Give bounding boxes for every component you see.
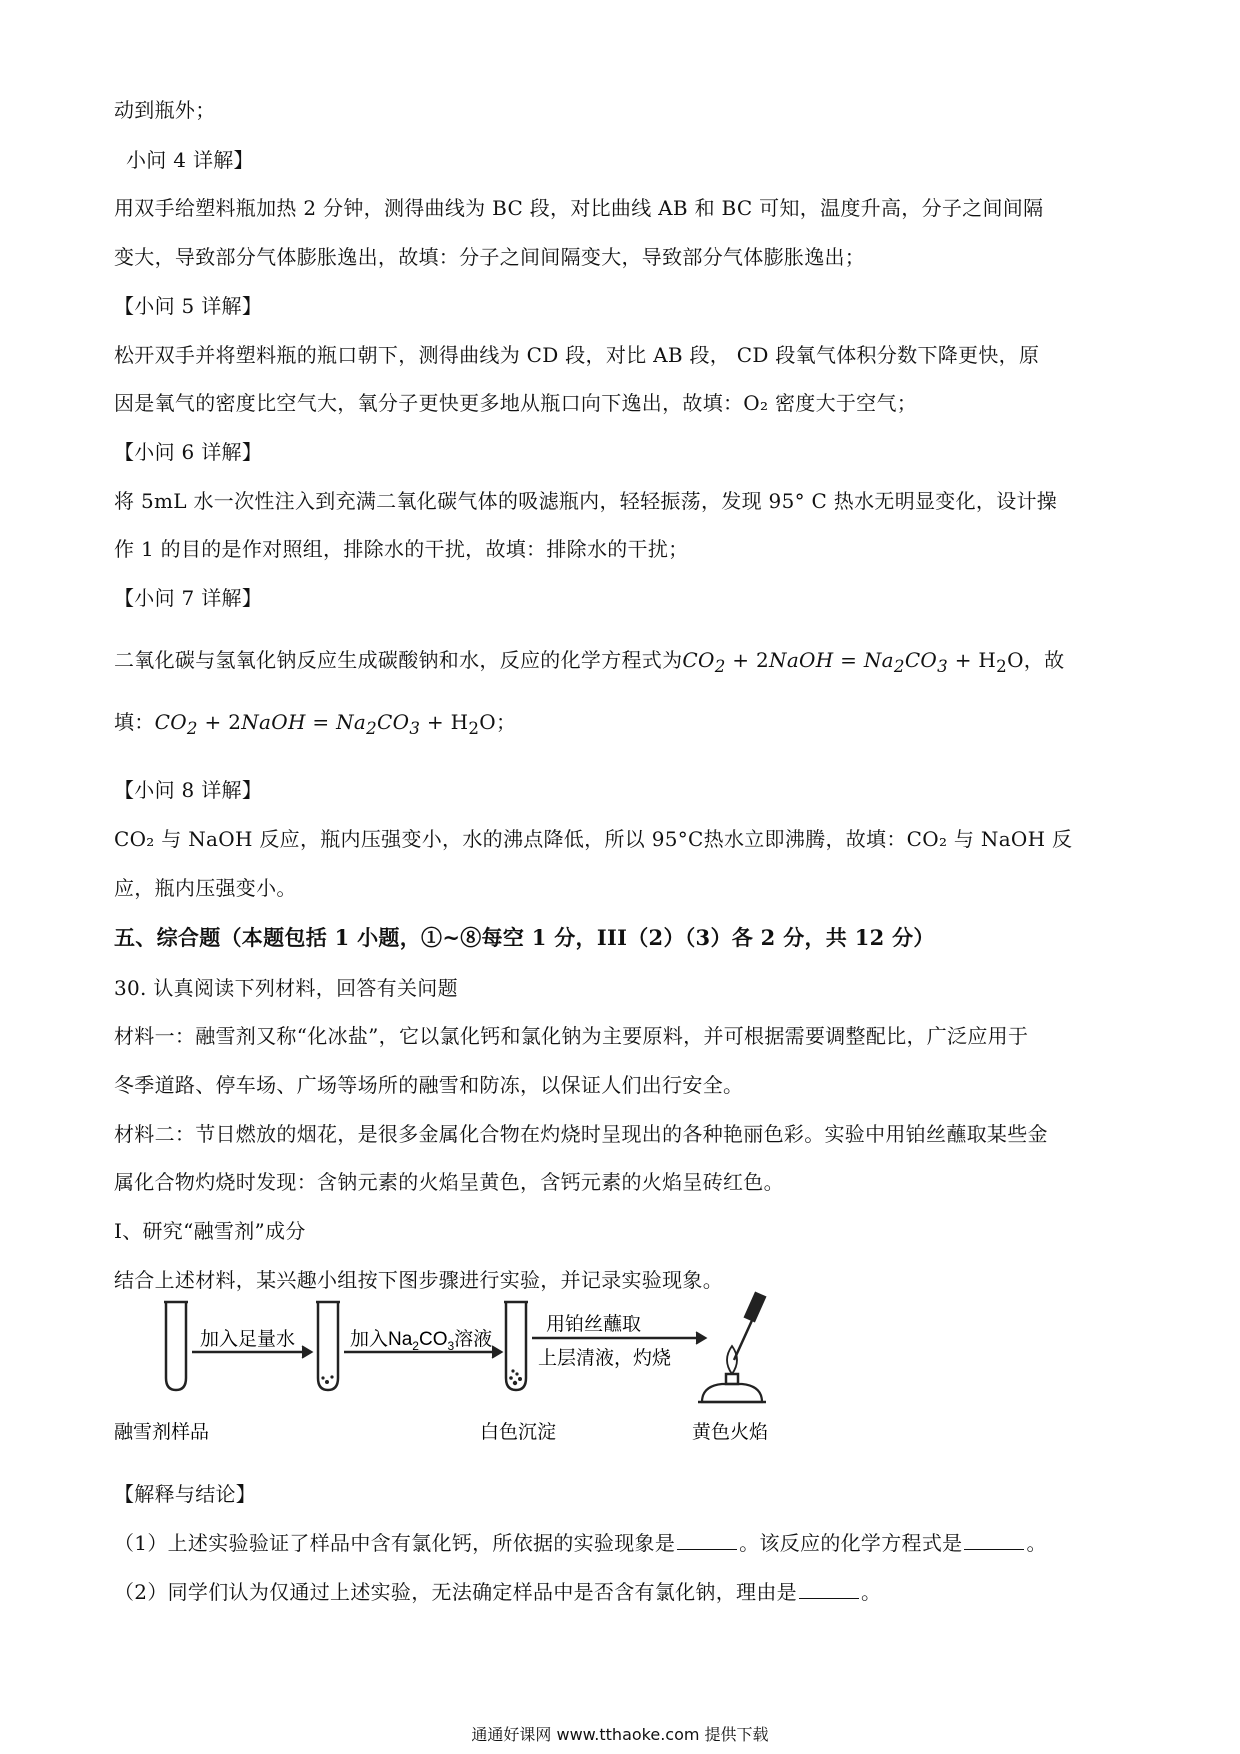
formula-sub: 2 bbox=[186, 719, 198, 738]
text-line: 松开双手并将塑料瓶的瓶口朝下，测得曲线为 CD 段，对比 AB 段， CD 段氧气体积分数下降更快，原 bbox=[114, 343, 1040, 367]
formula-part: Na bbox=[336, 710, 367, 734]
subquestion-heading: 【解释与结论】 bbox=[114, 1482, 257, 1506]
text-line: 结合上述材料，某兴趣小组按下图步骤进行实验，并记录实验现象。 bbox=[114, 1268, 723, 1292]
answer-blank[interactable] bbox=[964, 1531, 1024, 1550]
formula-sub: 2 bbox=[468, 719, 480, 738]
subquestion-heading: 【小问 6 详解】 bbox=[114, 440, 263, 464]
text-line: 因是氧气的密度比空气大，氧分子更快更多地从瓶口向下逸出，故填：O₂ 密度大于空气； bbox=[114, 391, 918, 415]
text-line: 应，瓶内压强变小。 bbox=[114, 876, 297, 900]
text-line-with-formula bbox=[114, 646, 1134, 681]
step-label: 加入足量水 bbox=[200, 1329, 296, 1350]
subquestion-heading: 【小问 8 详解】 bbox=[114, 778, 263, 802]
text-span: 。 bbox=[860, 1580, 882, 1604]
part-heading: I、研究“融雪剂”成分 bbox=[114, 1219, 306, 1243]
platinum-wire-icon bbox=[734, 1293, 765, 1360]
formula-part: H bbox=[450, 710, 469, 734]
formula-sub: 2 bbox=[366, 719, 378, 738]
test-tube-icon bbox=[166, 1302, 186, 1390]
text-span: 二氧化碳与氢氧化钠反应生成碳酸钠和水，反应的化学方程式为 bbox=[114, 648, 683, 672]
chemical-equation bbox=[154, 710, 496, 738]
test-tube-icon bbox=[318, 1302, 338, 1390]
text-span: 。 bbox=[1026, 1531, 1047, 1555]
flame-label: 黄色火焰 bbox=[692, 1422, 769, 1443]
formula-part: = bbox=[833, 648, 864, 672]
subquestion-heading: 小问 4 详解】 bbox=[126, 148, 254, 172]
formula-part: NaOH bbox=[769, 648, 834, 672]
formula-sub: 2 bbox=[714, 657, 726, 676]
step-label: 加入$Na_2CO_3$溶液 bbox=[350, 1329, 493, 1353]
subquestion-heading: 【小问 7 详解】 bbox=[114, 586, 263, 610]
formula-part: Na bbox=[863, 648, 894, 672]
text-line: 动到瓶外； bbox=[114, 98, 216, 122]
text-line-with-formula bbox=[114, 708, 1134, 743]
precipitate-label: 白色沉淀 bbox=[480, 1422, 557, 1443]
page-footer: 通通好课网 www.tthaoke.com 提供下载 bbox=[471, 1725, 769, 1744]
chemical-equation bbox=[682, 648, 1024, 676]
step-label: 用铂丝蘸取 bbox=[546, 1314, 642, 1335]
question-line bbox=[114, 1578, 1134, 1606]
experiment-diagram bbox=[114, 1290, 834, 1466]
text-span: ，故 bbox=[1023, 648, 1065, 672]
formula-part: O bbox=[1007, 648, 1024, 672]
formula-part: + bbox=[420, 710, 451, 734]
text-line: 冬季道路、停车场、广场等场所的融雪和防冻，以保证人们出行安全。 bbox=[114, 1073, 744, 1097]
formula-part: + 2 bbox=[725, 648, 770, 672]
formula-part: CO bbox=[904, 648, 938, 672]
formula-part: NaOH bbox=[241, 710, 306, 734]
text-span: 填： bbox=[114, 710, 155, 734]
formula-part: = bbox=[305, 710, 337, 734]
text-line: 材料一：融雪剂又称“化冰盐”，它以氯化钙和氯化钠为主要原料，并可根据需要调整配比，广泛应用于 bbox=[114, 1024, 1029, 1048]
formula-sub: 3 bbox=[937, 657, 949, 676]
text-line: 将 5mL 水一次性注入到充满二氧化碳气体的吸滤瓶内，轻轻振荡，发现 95° C 热水无明显变化，设计操 bbox=[114, 489, 1058, 513]
text-line: 材料二：节日燃放的烟花，是很多金属化合物在灼烧时呈现出的各种艳丽色彩。实验中用铂丝蘸取某些金 bbox=[114, 1122, 1048, 1146]
formula-sub: 2 bbox=[996, 657, 1008, 676]
text-line: 变大，导致部分气体膨胀逸出，故填：分子之间间隔变大，导致部分气体膨胀逸出； bbox=[114, 245, 866, 269]
test-tube-icon bbox=[506, 1302, 526, 1390]
formula-part: H bbox=[978, 648, 997, 672]
step-label: 上层清液，灼烧 bbox=[538, 1348, 672, 1369]
text-span: （2）同学们认为仅通过上述实验，无法确定样品中是否含有氯化钠，理由是 bbox=[114, 1580, 797, 1604]
alcohol-lamp-icon bbox=[698, 1346, 766, 1402]
question-stem: 30. 认真阅读下列材料，回答有关问题 bbox=[114, 976, 458, 1000]
text-line: 属化合物灼烧时发现：含钠元素的火焰呈黄色，含钙元素的火焰呈砖红色。 bbox=[114, 1170, 784, 1194]
formula-part: + bbox=[948, 648, 979, 672]
formula-part: CO bbox=[377, 710, 410, 734]
subquestion-heading: 【小问 5 详解】 bbox=[114, 294, 263, 318]
text-span: ； bbox=[495, 710, 517, 734]
formula-part: O bbox=[479, 710, 496, 734]
text-span: （1）上述实验验证了样品中含有氯化钙，所依据的实验现象是 bbox=[114, 1531, 676, 1555]
sample-label: 融雪剂样品 bbox=[114, 1422, 210, 1443]
formula-sub: 3 bbox=[409, 719, 421, 738]
section-heading: 五、综合题（本题包括 1 小题，①~⑧每空 1 分，III（2）（3）各 2 分，共 12 分） bbox=[114, 925, 935, 950]
text-line: CO₂ 与 NaOH 反应，瓶内压强变小，水的沸点降低，所以 95°C热水立即沸腾，故填：CO₂ 与 NaOH 反 bbox=[114, 827, 1073, 851]
text-span: 。该反应的化学方程式是 bbox=[739, 1531, 963, 1555]
formula-part: CO bbox=[682, 648, 715, 672]
answer-blank[interactable] bbox=[677, 1531, 737, 1550]
formula-sub: 2 bbox=[893, 657, 905, 676]
formula-part: + 2 bbox=[197, 710, 242, 734]
question-line bbox=[114, 1529, 1134, 1557]
formula-part: CO bbox=[154, 710, 187, 734]
experiment-diagram-svg bbox=[114, 1290, 834, 1466]
answer-blank[interactable] bbox=[799, 1580, 859, 1599]
text-line: 作 1 的目的是作对照组，排除水的干扰，故填：排除水的干扰； bbox=[114, 537, 689, 561]
text-line: 用双手给塑料瓶加热 2 分钟，测得曲线为 BC 段，对比曲线 AB 和 BC 可知，温度升高，分子之间间隔 bbox=[114, 196, 1044, 220]
